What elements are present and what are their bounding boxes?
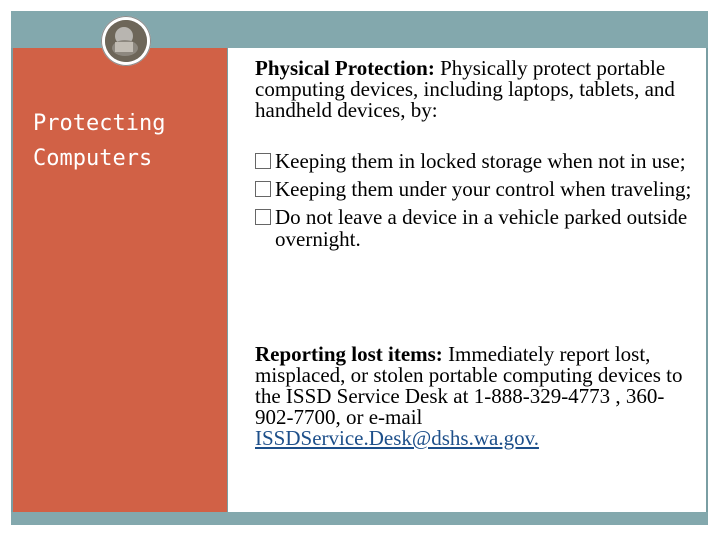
reporting-label: Reporting lost items: [255, 342, 443, 366]
physical-protection-label: Physical Protection: [255, 56, 435, 80]
photo-thumbnail [105, 20, 147, 62]
bullet-item [255, 178, 700, 200]
bullet-text: Keeping them under your control when traveling; [275, 177, 692, 201]
section-title-line-2: Computers [33, 146, 153, 171]
bottom-band [11, 512, 708, 525]
physical-protection-text: Physically protect portable computing devices, including laptops, tablets, and handheld devices, by: [255, 56, 675, 122]
checkbox-icon [255, 181, 271, 197]
checkbox-icon [255, 209, 271, 225]
section-title [33, 106, 213, 176]
reporting-paragraph [255, 344, 685, 449]
bullet-text: Keeping them in locked storage when not in use; [275, 149, 686, 173]
physical-protection-paragraph [255, 58, 695, 121]
bullet-item [255, 150, 700, 172]
reporting-text: Immediately report lost, misplaced, or stolen portable computing devices to the ISSD Service Desk at 1-888-329-4773 , 360-902-7700, or e-mail [255, 342, 683, 429]
section-title-line-1: Protecting [33, 111, 166, 136]
service-desk-email-link[interactable]: ISSDService.Desk@dshs.wa.gov. [255, 426, 539, 450]
protection-bullet-list [255, 150, 700, 256]
checkbox-icon [255, 153, 271, 169]
photo-badge [101, 16, 151, 66]
photo-image [105, 20, 147, 62]
bullet-item [255, 206, 700, 250]
bullet-text: Do not leave a device in a vehicle parked outside overnight. [275, 205, 688, 251]
